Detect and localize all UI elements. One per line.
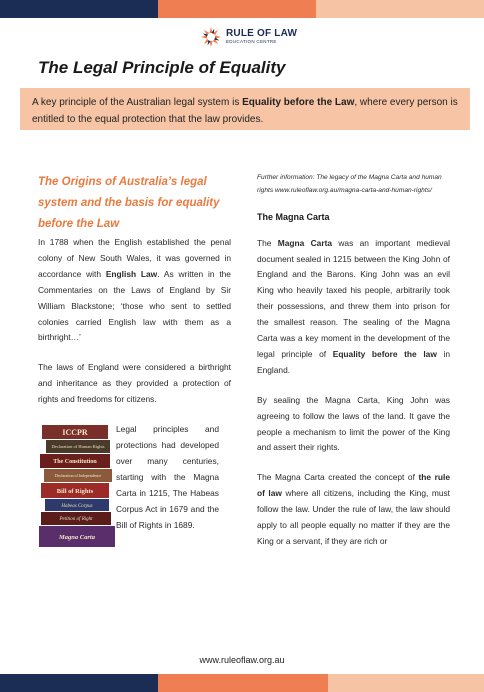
intro-text-end: , where every person is entitled to the equal protection that the law provides.: [32, 97, 458, 125]
mc-p1-e: in England.: [257, 348, 450, 375]
top-bar-peach: [316, 0, 484, 18]
further-information-note: Further information: The legacy of the Magna Carta and human rights www.ruleoflaw.org.au/magna-carta-and-human-rights/: [257, 174, 442, 194]
english-law-bold: English Law: [105, 268, 158, 279]
origins-paragraph-1: [38, 235, 231, 346]
rule-of-law-logo: [200, 24, 315, 50]
top-bar-navy: [0, 0, 158, 18]
bottom-bar-peach: [328, 674, 484, 692]
page-title: The Legal Principle of Equality: [38, 58, 286, 77]
mc-p3-c: where all citizens, including the King, must follow the law. Under the rule of law, the law should apply to all people equally no matter if they are the King or a servant, if they are rich or: [257, 488, 451, 546]
left-column: [38, 172, 231, 549]
rule-of-law-bold: the rule of law: [257, 472, 451, 499]
book-label: Declaration of Human Rights: [51, 444, 105, 450]
logo-name: RULE OF LAW: [226, 28, 298, 40]
sunburst-logo-icon: [200, 26, 222, 48]
book-label: Magna Carta: [59, 534, 95, 542]
intro-text-start: A key principle of the Australian legal system is: [32, 97, 243, 108]
mc-p1-equality-bold: Equality before the law: [332, 348, 437, 359]
mc-p3-a: The Magna Carta created the concept of: [257, 472, 419, 483]
intro-bold-term: Equality before the Law: [242, 97, 355, 108]
book-label: Petition of Right: [59, 517, 93, 523]
magna-carta-paragraph-3: [257, 470, 450, 550]
book-label: Declaration of Independence: [54, 473, 102, 479]
book-label: ICCPR: [62, 428, 88, 438]
footer-url: www.ruleoflaw.org.au: [199, 655, 285, 665]
books-caption: Legal principles and protections had developed over many centuries, starting with the Magna Carta in 1215, The Habeas Corpus Act in 1679 and the Bill of Rights in 1689.: [116, 424, 219, 530]
top-bar-orange: [158, 0, 316, 18]
origins-heading: The Origins of Australia’s legal system and the basis for equality before the Law: [38, 176, 220, 230]
logo-subtitle: EDUCATION CENTRE: [226, 39, 277, 45]
mc-p1-c: was an important medieval document sealed in 1215 between the King John of England and the Barons. King John was an evil King who heavily taxed his people, arbitrarily took their possessions, and threw them into prison for the smallest reason. The sealing of the Magna Carta was a key moment in the development of the legal principle of: [257, 237, 450, 359]
book-label: The Constitution: [53, 459, 97, 466]
magna-carta-paragraph-2: By sealing the Magna Carta, King John was agreeing to follow the laws of the land. It gave the people a mechanism to limit the power of the King and assert their rights.: [257, 394, 450, 453]
magna-carta-paragraph-1: [257, 236, 450, 379]
book-label: Bill of Rights: [56, 488, 94, 496]
mc-p1-bold: Magna Carta: [277, 237, 333, 248]
right-column: [257, 172, 450, 550]
magna-carta-heading: The Magna Carta: [257, 211, 330, 222]
legal-books-stack-image: [38, 422, 116, 549]
origins-p1-start: In 1788 when the English established the penal colony of New South Wales, it was governed in accordance with: [38, 237, 231, 279]
book-stack-block: [38, 422, 231, 549]
intro-banner: [20, 88, 470, 130]
origins-paragraph-2: The laws of England were considered a birthright and inheritance as they provided a protection of rights and freedoms for citizens.: [38, 362, 231, 405]
bottom-bar-orange: [158, 674, 328, 692]
bottom-bar-navy: [0, 674, 158, 692]
mc-p1-a: The: [257, 237, 278, 248]
book-label: Habeas Corpus: [61, 504, 93, 510]
bottom-color-bar: [0, 674, 484, 692]
top-color-bar: [0, 0, 484, 18]
origins-p1-end: . As written in the Commentaries on the Laws of England by Sir William Blackstone; ‘those who sent to settled colonies carried English law with them as a birthright…’: [38, 268, 231, 343]
